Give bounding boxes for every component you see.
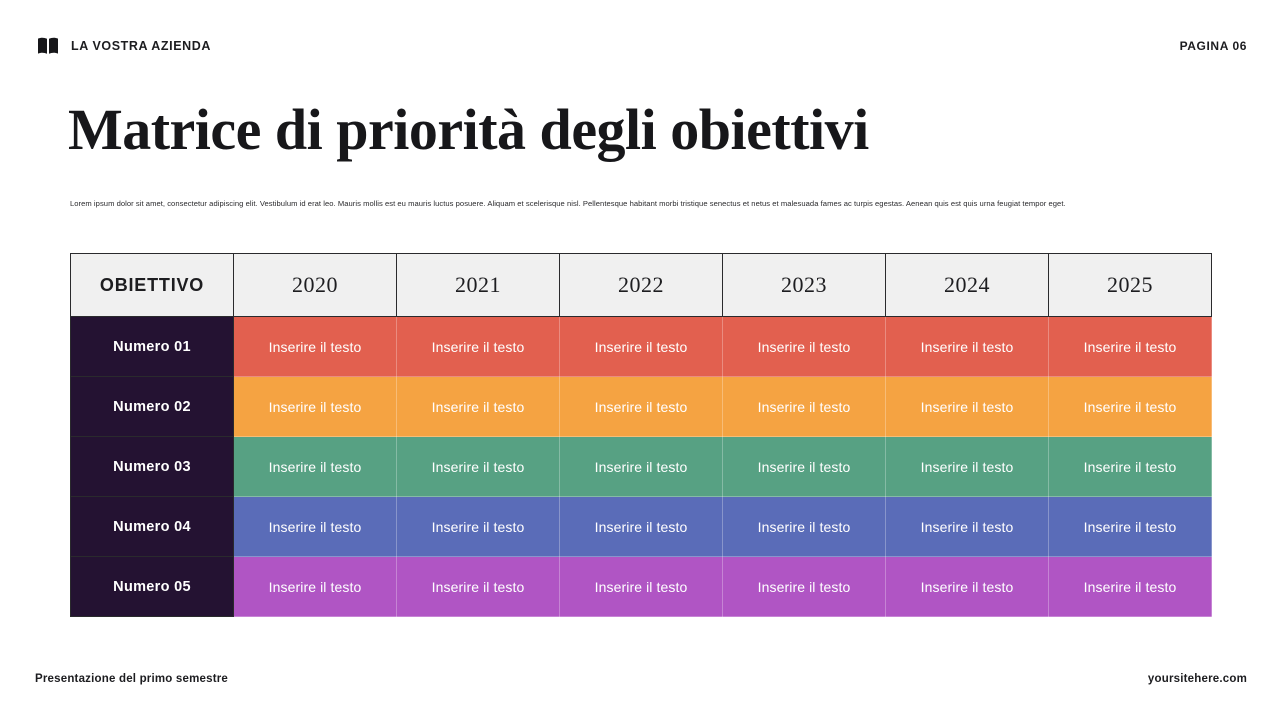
table-row (71, 317, 1212, 377)
column-header-2024: 2024 (886, 254, 1049, 317)
table-cell[interactable]: Inserire il testo (723, 557, 886, 617)
table-cell[interactable]: Inserire il testo (560, 557, 723, 617)
table-row (71, 437, 1212, 497)
table-row (71, 377, 1212, 437)
column-header-objective: OBIETTIVO (71, 254, 234, 317)
table-cell[interactable]: Inserire il testo (886, 437, 1049, 497)
table-cell[interactable]: Inserire il testo (723, 377, 886, 437)
open-book-icon (36, 34, 60, 58)
intro-paragraph: Lorem ipsum dolor sit amet, consectetur adipiscing elit. Vestibulum id erat leo. Mauris mollis est eu mauris luctus posuere. Aliquam et scelerisque nisl. Pellentesque habitant morbi tristique senectus et netus et malesuada fames ac turpis egestas. Aenean quis est quis urna feugiat tempor eget. (70, 199, 1066, 208)
table-cell[interactable]: Inserire il testo (886, 377, 1049, 437)
table-cell[interactable]: Inserire il testo (397, 497, 560, 557)
footer-website[interactable]: yoursitehere.com (1147, 673, 1247, 685)
row-label: Numero 01 (71, 317, 234, 377)
column-header-2022: 2022 (560, 254, 723, 317)
footer-left-text: Presentazione del primo semestre (35, 673, 229, 685)
table-cell[interactable]: Inserire il testo (234, 437, 397, 497)
table-cell[interactable]: Inserire il testo (1049, 497, 1212, 557)
row-label: Numero 05 (71, 557, 234, 617)
page-title: Matrice di priorità degli obiettivi (68, 97, 869, 162)
table-header-row (71, 254, 1212, 317)
row-label: Numero 03 (71, 437, 234, 497)
page-number: PAGINA 06 (1179, 39, 1247, 53)
table-cell[interactable]: Inserire il testo (560, 317, 723, 377)
table-cell[interactable]: Inserire il testo (397, 437, 560, 497)
table-cell[interactable]: Inserire il testo (886, 497, 1049, 557)
row-label: Numero 02 (71, 377, 234, 437)
table-cell[interactable]: Inserire il testo (560, 437, 723, 497)
table-cell[interactable]: Inserire il testo (234, 557, 397, 617)
table-row (71, 557, 1212, 617)
table-cell[interactable]: Inserire il testo (397, 317, 560, 377)
priority-matrix-table (70, 253, 1212, 617)
table-cell[interactable]: Inserire il testo (723, 437, 886, 497)
table-cell[interactable]: Inserire il testo (397, 377, 560, 437)
table-cell[interactable]: Inserire il testo (1049, 377, 1212, 437)
table-cell[interactable]: Inserire il testo (886, 317, 1049, 377)
column-header-2023: 2023 (723, 254, 886, 317)
table-cell[interactable]: Inserire il testo (560, 377, 723, 437)
slide-header (36, 30, 1247, 62)
table-cell[interactable]: Inserire il testo (234, 377, 397, 437)
brand-name: LA VOSTRA AZIENDA (71, 39, 212, 53)
column-header-2025: 2025 (1049, 254, 1212, 317)
table-row (71, 497, 1212, 557)
table-cell[interactable]: Inserire il testo (234, 317, 397, 377)
table-cell[interactable]: Inserire il testo (723, 317, 886, 377)
table-cell[interactable]: Inserire il testo (1049, 317, 1212, 377)
table-cell[interactable]: Inserire il testo (560, 497, 723, 557)
table-cell[interactable]: Inserire il testo (886, 557, 1049, 617)
table-cell[interactable]: Inserire il testo (234, 497, 397, 557)
brand (36, 34, 211, 58)
column-header-2021: 2021 (397, 254, 560, 317)
table-cell[interactable]: Inserire il testo (1049, 437, 1212, 497)
table-cell[interactable]: Inserire il testo (723, 497, 886, 557)
table-cell[interactable]: Inserire il testo (397, 557, 560, 617)
column-header-2020: 2020 (234, 254, 397, 317)
row-label: Numero 04 (71, 497, 234, 557)
table-cell[interactable]: Inserire il testo (1049, 557, 1212, 617)
